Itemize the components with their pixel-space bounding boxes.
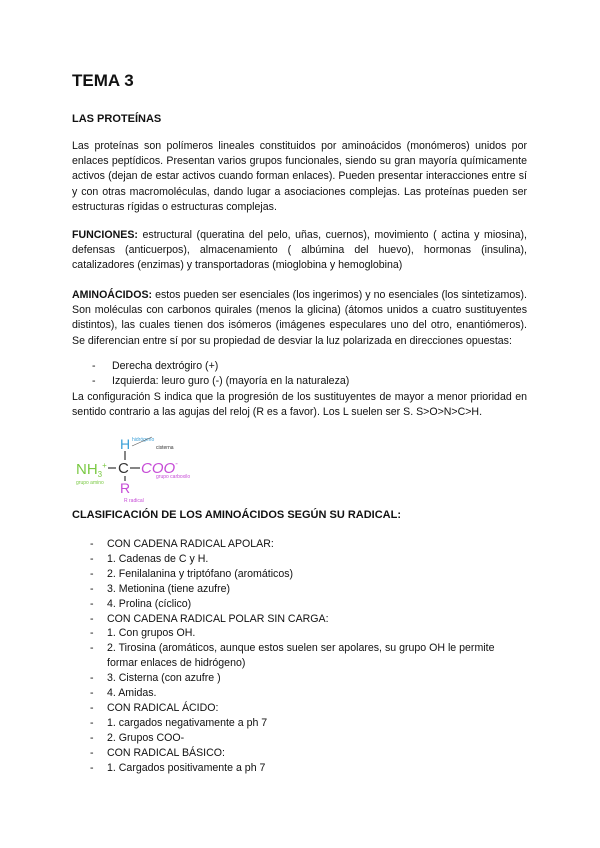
list-item-text: 1. cargados negativamente a ph 7 (107, 716, 268, 729)
radical-symbol: R (120, 480, 131, 496)
funciones-text: estructural (queratina del pelo, uñas, cuernos), movimiento ( actina y miosina), defensas (anticuerpos), almacenamiento ( albúmina del huevo), hormonas (insulina), catalizadores (enzimas) y transportadoras (mioglobina y hemoglobina) (72, 229, 527, 272)
list-item (72, 582, 230, 597)
list-item-text: 2. Fenilalanina y triptófano (aromáticos) (107, 567, 294, 580)
list-item-text: 1. Cargados positivamente a ph 7 (107, 761, 266, 774)
list-dash: - (90, 582, 94, 595)
list-item (72, 701, 218, 716)
list-dash: - (90, 597, 94, 610)
list-item-text: CON RADICAL BÁSICO: (107, 746, 225, 759)
isomer-item-2: Izquierda: leuro guro (-) (mayoría en la naturaleza) (112, 375, 350, 387)
list-item (72, 552, 208, 567)
list-dash: - (90, 552, 94, 565)
cisterna-label: cisterna (156, 445, 174, 451)
list-dash: - (90, 538, 94, 550)
list-dash: - (90, 567, 94, 580)
list-dash: - (90, 642, 94, 655)
list-item (72, 761, 265, 776)
section-title: LAS PROTEÍNAS (72, 113, 162, 125)
list-item-text: 3. Metionina (tiene azufre) (107, 582, 231, 595)
clasificacion-heading: CLASIFICACIÓN DE LOS AMINOÁCIDOS SEGÚN SU RADICAL: (72, 509, 401, 521)
list-item (72, 671, 221, 686)
list-item (92, 375, 349, 387)
aminoacidos-paragraph (72, 288, 527, 349)
list-item (72, 537, 274, 552)
aminoacidos-label: AMINOÁCIDOS: (72, 289, 153, 301)
amino-group-symbol: $NH_3^+$ (76, 461, 107, 479)
list-item (72, 686, 156, 701)
aminoacidos-text: estos pueden ser esenciales (los ingerimos) y no esenciales (los sintetizamos). Son moléculas con carbonos quirales (menos la glicina) (átomos unidos a cuatro sustituyentes distintos), las cuales tienen dos isómeros (imágenes especulares uno del otro, enantiómeros). Se diferencian entre sí por su propiedad de desviar la luz polarizada en direcciones opuestas: (72, 289, 527, 347)
carboxyl-group-label: grupo carboxilo (156, 474, 191, 480)
list-dash: - (90, 746, 94, 759)
list-item (72, 626, 195, 641)
list-dash: - (90, 627, 94, 640)
list-item (72, 641, 494, 656)
list-item-text: 3. Cisterna (con azufre ) (107, 672, 221, 685)
page-title: TEMA 3 (72, 71, 134, 90)
amino-acid-diagram (72, 432, 272, 504)
list-item (72, 716, 267, 731)
list-item-text: 1. Cadenas de C y H. (107, 552, 209, 565)
list-item-continuation: formar enlaces de hidrógeno) (107, 657, 246, 670)
isomer-item-1: Derecha dextrógiro (+) (112, 360, 219, 372)
funciones-label: FUNCIONES: (72, 229, 138, 241)
list-item-text: 4. Amidas. (107, 687, 157, 699)
carbon-symbol: C (118, 460, 129, 477)
list-item (72, 731, 184, 746)
list-dash: - (90, 612, 94, 625)
list-item-text: 2. Grupos COO- (107, 731, 185, 744)
list-dash: - (90, 716, 94, 729)
list-item (72, 567, 293, 582)
list-item (72, 746, 225, 761)
intro-paragraph: Las proteínas son polímeros lineales constituidos por aminoácidos (monómeros) unidos por enlaces peptídicos. Presentan varios grupos funcionales, siendo su gran mayoría químicamente activos (dejan de estar activos cuando forman enlaces). Pueden presentar interacciones entre sí y con otras macromoléculas, dando lugar a asociaciones complejas. Las proteínas pueden ser estructuras rígidas o estructuras complejas. (72, 140, 527, 213)
list-item (72, 612, 329, 627)
list-dash: - (92, 375, 96, 387)
funciones-paragraph (72, 228, 527, 274)
list-item-text: 4. Prolina (cíclico) (107, 597, 192, 610)
list-item-text: CON RADICAL ÁCIDO: (107, 701, 219, 714)
list-dash: - (92, 360, 96, 372)
list-item-text: CON CADENA RADICAL POLAR SIN CARGA: (107, 612, 329, 625)
list-dash: - (90, 731, 94, 744)
list-item-text: 2. Tirosina (aromáticos, aunque estos suelen ser apolares, su grupo OH le permite (107, 642, 495, 655)
hydrogen-symbol: H (120, 436, 131, 452)
carboxyl-group-symbol: COO- (141, 459, 178, 477)
list-dash: - (90, 672, 94, 685)
list-item (72, 597, 191, 612)
configuracion-paragraph: La configuración S indica que la progresión de los sustituyentes de mayor a menor prioridad en sentido contrario a las agujas del reloj (R es a favor). Los L suelen ser S. S>O>N>C>H. (72, 391, 527, 419)
hydrogen-label: hidrógeno (132, 437, 155, 443)
radical-label: R radical (124, 498, 144, 504)
amino-group-label: grupo amino (76, 480, 104, 486)
list-item-text: 1. Con grupos OH. (107, 627, 196, 640)
list-dash: - (90, 761, 94, 774)
list-dash: - (90, 687, 94, 699)
list-item-text: CON CADENA RADICAL APOLAR: (107, 538, 274, 550)
list-dash: - (90, 701, 94, 714)
list-item (92, 360, 218, 372)
